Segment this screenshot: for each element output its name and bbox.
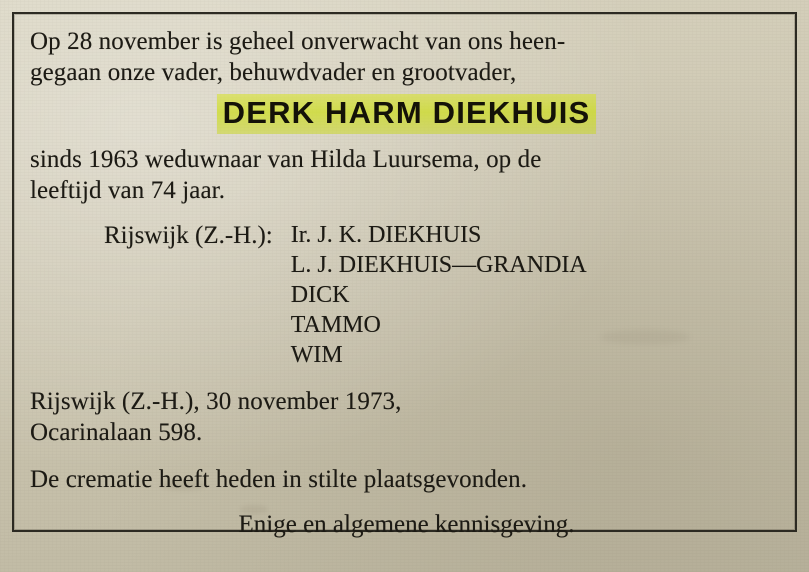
closing-statement: Enige en algemene kennisgeving.	[238, 511, 575, 538]
list-item: WIM	[290, 342, 343, 368]
subline-paragraph	[30, 144, 783, 206]
list-item: TAMMO	[290, 312, 381, 338]
subline-line-1: sinds 1963 weduwnaar van Hilda Luursema, op de	[30, 146, 542, 173]
deceased-name-row	[30, 94, 783, 134]
address-line-2: Ocarinalaan 598.	[30, 419, 203, 446]
survivors-block	[30, 220, 783, 370]
cremation-statement: De crematie heeft heden in stilte plaatsgevonden.	[30, 466, 528, 493]
address-block	[30, 386, 783, 448]
survivors-name-list	[291, 220, 783, 370]
list-item: Ir. J. K. DIEKHUIS	[290, 222, 482, 248]
intro-line-1: Op 28 november is geheel onverwacht van ons heen-	[30, 28, 566, 55]
deceased-name: DERK HARM DIEKHUIS	[217, 94, 597, 134]
intro-line-2: gegaan onze vader, behuwdvader en grootvader,	[30, 59, 517, 86]
survivors-place: Rijswijk (Z.-H.):	[104, 222, 273, 249]
address-line-1: Rijswijk (Z.-H.), 30 november 1973,	[30, 388, 402, 415]
list-item: L. J. DIEKHUIS—GRANDIA	[290, 252, 587, 278]
intro-paragraph	[30, 26, 783, 88]
subline-line-2: leeftijd van 74 jaar.	[30, 177, 226, 204]
notice-content	[30, 26, 783, 540]
list-item: DICK	[290, 282, 350, 308]
